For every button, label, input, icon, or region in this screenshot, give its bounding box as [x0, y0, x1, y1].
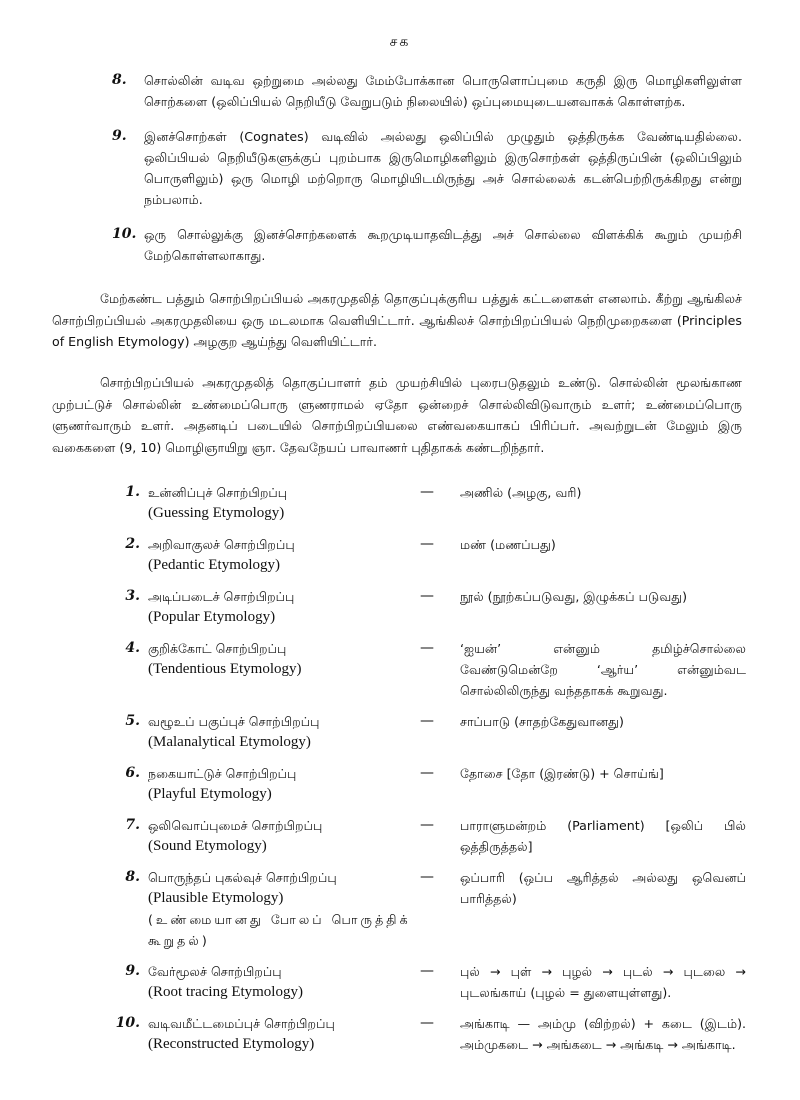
etymology-english-name: (Root tracing Etymology) [148, 984, 303, 1000]
etymology-number: 1. [125, 484, 140, 500]
rule-item [112, 126, 742, 210]
etymology-example: அங்காடி — அம்மு (விற்றல்) + கடை (இடம்). அம்முகடை → அங்கடை → அங்கடி → அங்காடி. [460, 1016, 746, 1052]
etymology-term [148, 763, 420, 805]
etymology-english-name: (Playful Etymology) [148, 786, 272, 802]
etymology-row [110, 961, 746, 1003]
etymology-tamil-name: உன்னிப்புச் சொற்பிறப்பு [148, 485, 288, 500]
dash: — [420, 588, 434, 604]
etymology-number: 2. [125, 536, 140, 552]
etymology-example: தோசை [தோ (இரண்டு) + சொய்ங்] [460, 766, 664, 781]
etymology-term [148, 534, 420, 576]
dash: — [420, 817, 434, 833]
etymology-english-name: (Reconstructed Etymology) [148, 1036, 315, 1052]
etymology-term [148, 638, 420, 701]
etymology-tamil-name: ஒலிவொப்புமைச் சொற்பிறப்பு [148, 818, 323, 833]
etymology-row [110, 763, 746, 805]
dash: — [420, 963, 434, 979]
etymology-row [110, 1013, 746, 1055]
dash: — [420, 640, 434, 656]
etymology-row [110, 534, 746, 576]
etymology-number: 9. [125, 963, 140, 979]
dash: — [420, 869, 434, 885]
etymology-example: அணில் (அழகு, வரி) [460, 485, 582, 500]
rule-text: சொல்லின் வடிவ ஒற்றுமை அல்லது மேம்போக்கான பொருளொப்புமை கருதி இரு மொழிகளிலுள்ள சொற்களை (ஒலிப்பியல் நெறியீடு வேறுபடும் நிலையில்) ஒப்புமையுடையனவாகக் கொள்ளற்க. [144, 73, 742, 109]
etymology-tamil-name: குறிக்கோட் சொற்பிறப்பு [148, 641, 287, 656]
etymology-term [148, 1013, 420, 1055]
rule-number: 8. [112, 72, 127, 88]
etymology-english-name: (Plausible Etymology) [148, 890, 284, 906]
page-number: சக [389, 34, 411, 50]
etymology-english-name: (Guessing Etymology) [148, 505, 285, 521]
etymology-example: சாப்பாடு (சாதற்கேதுவானது) [460, 714, 624, 729]
etymology-number: 8. [125, 869, 140, 885]
etymology-example: ஒப்பாரி (ஒப்ப ஆரித்தல் அல்லது ஒவெனப் பாரித்தல்) [460, 870, 746, 906]
etymology-english-name: (Popular Etymology) [148, 609, 276, 625]
etymology-row [110, 482, 746, 524]
etymology-number: 10. [115, 1015, 140, 1031]
etymology-example: நூல் (நூற்கப்படுவது, இழுக்கப் படுவது) [460, 589, 688, 604]
paragraph-etymology-types: சொற்பிறப்பியல் அகரமுதலித் தொகுப்பாளர் தம் முயற்சியில் புரைபடுதலும் உண்டு. சொல்லின் மூலங்காண முற்பட்டுச் சொல்லின் உண்மைப்பொரு ளுணராமல் ஏதோ ஒன்றைச் சொல்லிவிடுவாரும் உளர்; உண்மைப்பொரு ளுணர்வாரும் உளர். அதனடிப் படையில் சொற்பிறப்பியலை எண்வகையாகப் பிரிப்பர். அவற்றுடன் மேலும் இரு வகைகளை (9, 10) மொழிஞாயிறு ஞா. தேவநேயப் பாவாணர் புதிதாகக் கண்டறிந்தார். [52, 375, 742, 455]
etymology-number: 4. [125, 640, 140, 656]
rule-text: ஒரு சொல்லுக்கு இனச்சொற்களைக் கூறமுடியாதவிடத்து அச் சொல்லை விளக்கிக் கூறும் முயற்சி மேற்கொள்ளலாகாது. [144, 227, 742, 263]
etymology-row [110, 586, 746, 628]
etymology-row [110, 867, 746, 951]
etymology-english-name: (Pedantic Etymology) [148, 557, 281, 573]
etymology-tamil-name: அறிவாகுலச் சொற்பிறப்பு [148, 537, 295, 552]
etymology-tamil-name: பொருந்தப் புகல்வுச் சொற்பிறப்பு [148, 870, 337, 885]
etymology-note: (உண்மையானது போலப் பொருத்திக் கூறுதல்) [148, 912, 411, 948]
etymology-term [148, 482, 420, 524]
etymology-term [148, 867, 420, 951]
etymology-example: பாராளுமன்றம் (Parliament) [ஒலிப் பில் ஒத்திருத்தல்] [460, 818, 746, 854]
etymology-number: 7. [125, 817, 140, 833]
etymology-tamil-name: வேர்மூலச் சொற்பிறப்பு [148, 964, 282, 979]
etymology-english-name: (Sound Etymology) [148, 838, 267, 854]
etymology-number: 3. [125, 588, 140, 604]
etymology-english-name: (Tendentious Etymology) [148, 661, 302, 677]
dash: — [420, 765, 434, 781]
etymology-row [110, 638, 746, 701]
dash: — [420, 484, 434, 500]
rule-number: 9. [112, 128, 127, 144]
etymology-tamil-name: வழூஉப் பகுப்புச் சொற்பிறப்பு [148, 714, 320, 729]
etymology-example: புல் → புள் → புழல் → புடல் → புடலை → புடலங்காய் (புழல் = துளையுள்ளது). [460, 964, 746, 1000]
etymology-tamil-name: நகையாட்டுச் சொற்பிறப்பு [148, 766, 297, 781]
etymology-list [110, 482, 746, 1065]
etymology-example: மண் (மணப்பது) [460, 537, 556, 552]
etymology-example: ‘ஐயன்’ என்னும் தமிழ்ச்சொல்லை வேண்டுமென்றே ‘ஆர்ய’ என்னும்வட சொல்லிலிருந்து வந்ததாகக் கூறுவது. [460, 641, 746, 698]
etymology-number: 5. [125, 713, 140, 729]
dash: — [420, 713, 434, 729]
etymology-term [148, 815, 420, 857]
etymology-tamil-name: வடிவமீட்டமைப்புச் சொற்பிறப்பு [148, 1016, 335, 1031]
rule-item [112, 70, 742, 112]
paragraph-ten-rules: மேற்கண்ட பத்தும் சொற்பிறப்பியல் அகரமுதலித் தொகுப்புக்குரிய பத்துக் கட்டளைகள் எனலாம். கீற்று ஆங்கிலச் சொற்பிறப்பியல் அகரமுதலியை ஒரு மடலமாக வெளியிட்டார். ஆங்கிலச் சொற்பிறப்பியல் நெறிமுறைகளை (Principles of English Etymology) அழகுற ஆய்ந்து வெளியிட்டார். [52, 291, 742, 349]
etymology-english-name: (Malanalytical Etymology) [148, 734, 311, 750]
etymology-term [148, 586, 420, 628]
etymology-row [110, 815, 746, 857]
etymology-term [148, 711, 420, 753]
etymology-tamil-name: அடிப்படைச் சொற்பிறப்பு [148, 589, 295, 604]
rule-text: இனச்சொற்கள் (Cognates) வடிவில் அல்லது ஒலிப்பில் முழுதும் ஒத்திருக்க வேண்டியதில்லை. ஒலிப்பியல் நெறியீடுகளுக்குப் புறம்பாக இருமொழிகளிலும் இருசொற்கள் ஒத்திருப்பின் (ஒலிப்பிலும் பொருளிலும்) ஒரு மொழி மற்றொரு மொழியிடமிருந்து அச் சொல்லைக் கடன்பெற்றிருக்கிறது என்று நம்பலாம். [144, 129, 742, 207]
rules-list [112, 70, 742, 280]
rule-item [112, 224, 742, 266]
etymology-term [148, 961, 420, 1003]
rule-number: 10. [112, 226, 137, 242]
etymology-number: 6. [125, 765, 140, 781]
dash: — [420, 1015, 434, 1031]
etymology-row [110, 711, 746, 753]
dash: — [420, 536, 434, 552]
